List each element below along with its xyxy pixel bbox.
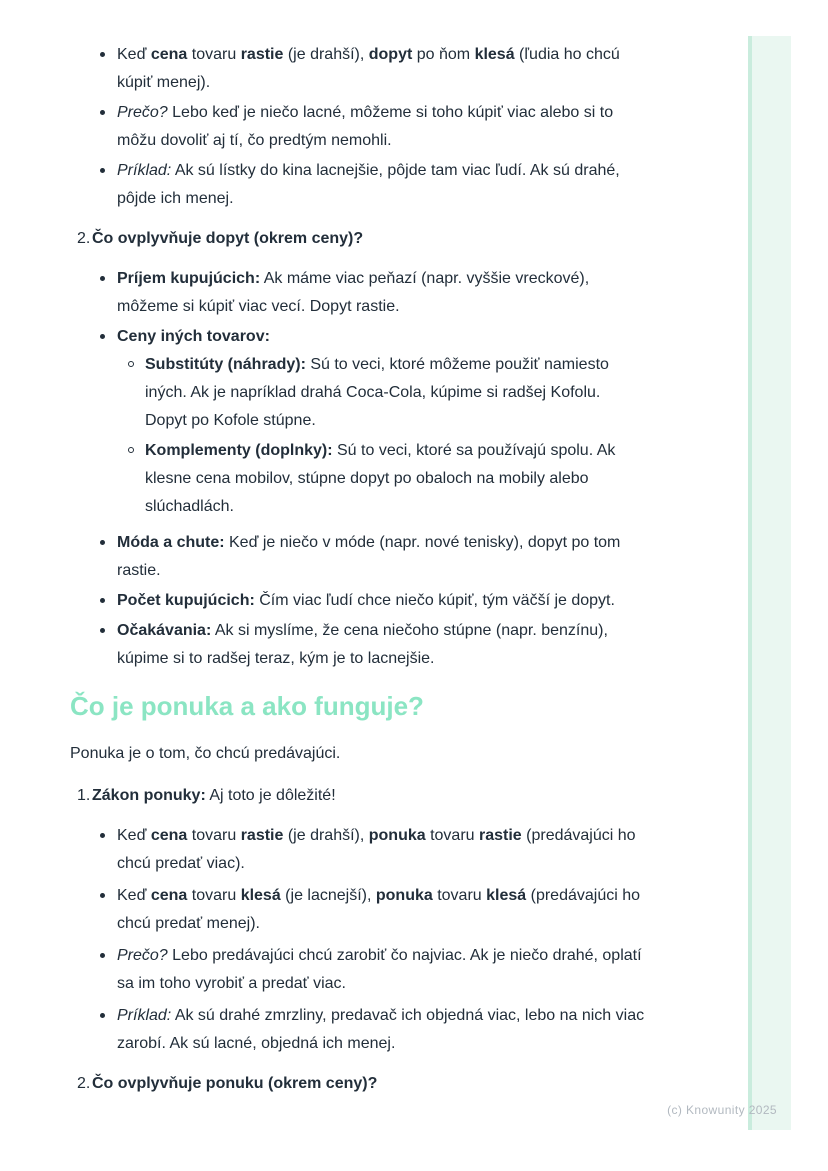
list-item xyxy=(0,157,700,213)
list-item-text: Prečo? Lebo keď je niečo lacné, môžeme si toho kúpiť viac alebo si to môžu dovoliť aj tí, čo predtým nemohli. xyxy=(117,104,614,149)
sub-list-item xyxy=(117,437,640,521)
list-item-text xyxy=(117,323,640,527)
list-item xyxy=(0,1002,700,1058)
demand-factors-bullet-list xyxy=(0,265,700,673)
numbered-item-demand-factors xyxy=(0,225,700,253)
list-item-text: Očakávania: Ak si myslíme, že cena niečoho stúpne (napr. benzínu), kúpime si to radšej teraz, kým je to lacnejšie. xyxy=(117,622,608,667)
item-number: 2. xyxy=(77,1075,91,1092)
bullet-icon xyxy=(100,822,117,878)
bullet-icon xyxy=(100,882,117,938)
list-item xyxy=(0,323,700,527)
list-item xyxy=(0,529,700,585)
supply-intro-paragraph: Ponuka je o tom, čo chcú predávajúci. xyxy=(70,745,341,762)
list-item xyxy=(0,41,700,97)
list-item-text: Príjem kupujúcich: Ak máme viac peňazí (napr. vyššie vreckové), môžeme si kúpiť viac vecí. Dopyt rastie. xyxy=(117,270,590,315)
bullet-icon xyxy=(100,157,117,213)
item-number: 2. xyxy=(77,230,91,247)
list-item xyxy=(0,942,700,998)
bullet-icon xyxy=(100,529,117,585)
other-goods-sub-list xyxy=(117,351,640,521)
list-item-text: Keď cena tovaru klesá (je lacnejší), ponuka tovaru klesá (predávajúci ho chcú predať menej). xyxy=(117,887,641,932)
list-item-text: Keď cena tovaru rastie (je drahší), dopyt po ňom klesá (ľudia ho chcú kúpiť menej). xyxy=(117,46,620,91)
list-item-text: Keď cena tovaru rastie (je drahší), ponuka tovaru rastie (predávajúci ho chcú predať viac). xyxy=(117,827,636,872)
bullet-icon xyxy=(100,99,117,155)
numbered-item-supply-factors xyxy=(0,1070,700,1098)
supply-law-bullet-list xyxy=(0,822,700,1058)
list-item xyxy=(0,882,700,938)
list-item xyxy=(0,99,700,155)
list-item-label: Ceny iných tovarov: xyxy=(117,328,270,345)
list-item-text: Príklad: Ak sú drahé zmrzliny, predavač ich objedná viac, lebo na nich viac zarobí. Ak sú lacné, objedná ich menej. xyxy=(117,1007,645,1052)
list-item xyxy=(0,587,700,615)
list-item-text: Počet kupujúcich: Čím viac ľudí chce niečo kúpiť, tým väčší je dopyt. xyxy=(117,592,615,609)
demand-law-bullet-list xyxy=(0,41,700,213)
bullet-icon xyxy=(100,41,117,97)
list-item-text: Prečo? Lebo predávajúci chcú zarobiť čo najviac. Ak je niečo drahé, oplatí sa im toho vyrobiť a predať viac. xyxy=(117,947,642,992)
numbered-item-supply-law xyxy=(0,782,700,810)
bullet-icon xyxy=(100,323,117,527)
supply-section-title: Čo je ponuka a ako funguje? xyxy=(70,691,424,721)
list-item xyxy=(0,265,700,321)
numbered-item-text: Čo ovplyvňuje ponuku (okrem ceny)? xyxy=(92,1075,378,1092)
numbered-item-text: Zákon ponuky: Aj toto je dôležité! xyxy=(92,787,336,804)
sub-list-item xyxy=(117,351,640,435)
list-item xyxy=(0,822,700,878)
bullet-icon xyxy=(100,265,117,321)
circle-bullet-icon xyxy=(128,437,145,521)
list-item-text: Móda a chute: Keď je niečo v móde (napr. nové tenisky), dopyt po tom rastie. xyxy=(117,534,621,579)
item-number: 1. xyxy=(77,787,91,804)
circle-bullet-icon xyxy=(128,351,145,435)
footer-copyright: (c) Knowunity 2025 xyxy=(667,1103,777,1117)
bullet-icon xyxy=(100,617,117,673)
sub-list-item-text: Substitúty (náhrady): Sú to veci, ktoré môžeme použiť namiesto iných. Ak je napríklad drahá Coca-Cola, kúpime si radšej Kofolu. Dopyt po Kofole stúpne. xyxy=(145,356,609,429)
list-item-text: Príklad: Ak sú lístky do kina lacnejšie, pôjde tam viac ľudí. Ak sú drahé, pôjde ich menej. xyxy=(117,162,620,207)
bullet-icon xyxy=(100,942,117,998)
bullet-icon xyxy=(100,1002,117,1058)
list-item xyxy=(0,617,700,673)
bullet-icon xyxy=(100,587,117,615)
sub-list-item-text: Komplementy (doplnky): Sú to veci, ktoré sa používajú spolu. Ak klesne cena mobilov, stúpne dopyt po obaloch na mobily alebo slúchadlách. xyxy=(145,442,616,515)
side-accent-bar xyxy=(748,36,791,1130)
numbered-item-text: Čo ovplyvňuje dopyt (okrem ceny)? xyxy=(92,230,364,247)
